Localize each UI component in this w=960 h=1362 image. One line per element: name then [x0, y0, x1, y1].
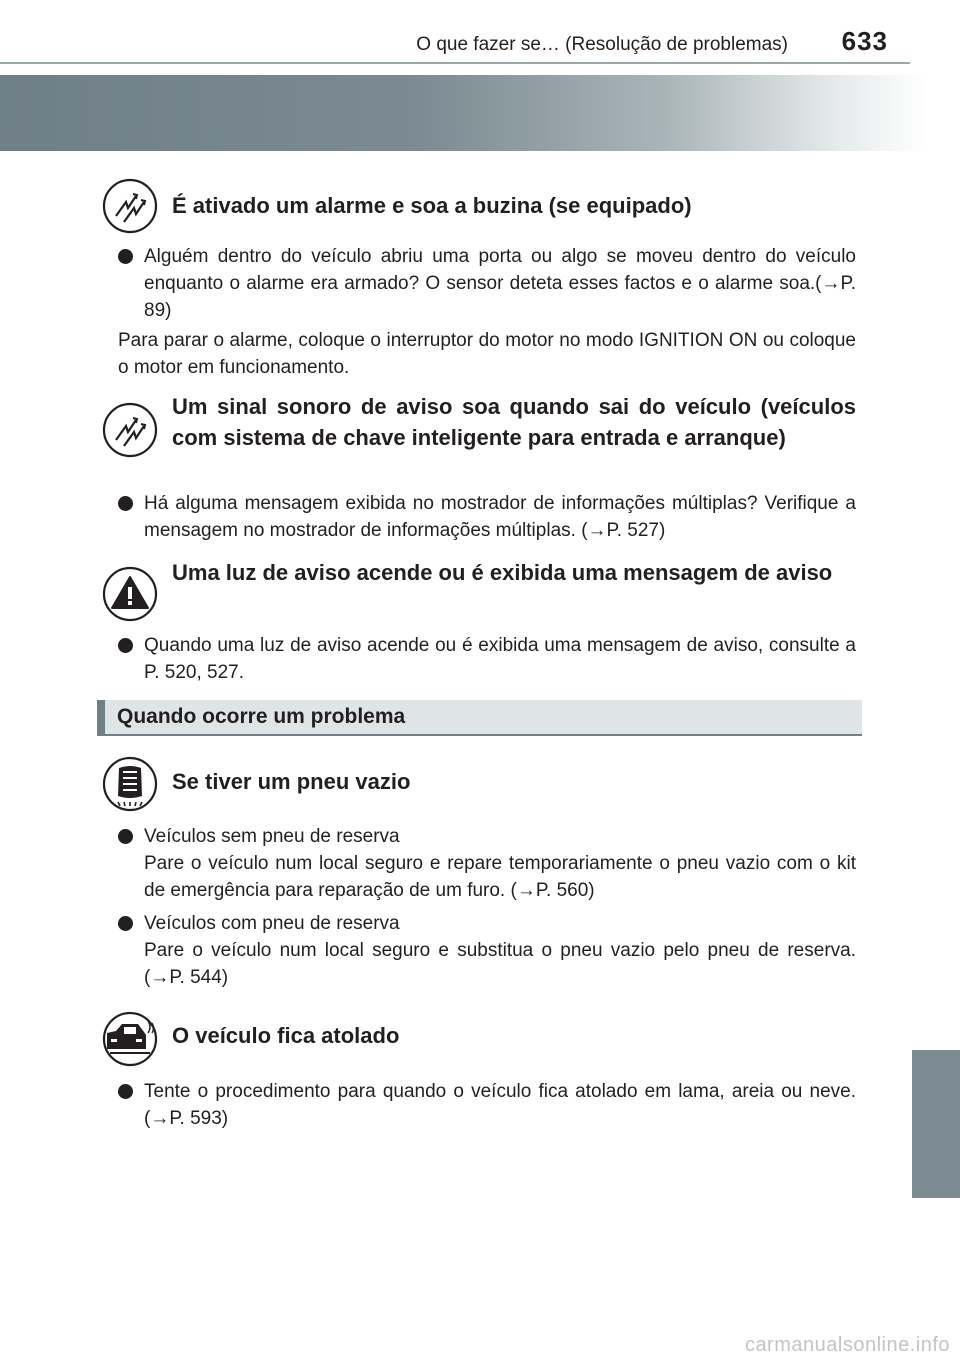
- stuck-car-icon: [102, 1011, 158, 1067]
- watermark: carmanualsonline.info: [744, 1334, 950, 1356]
- list-item-text: Quando uma luz de aviso acende ou é exibida uma mensagem de aviso, consulte a P. 520, 527.: [144, 635, 856, 683]
- alarm-warning-icon: [102, 402, 158, 458]
- chapter-side-tab: [912, 1050, 960, 1198]
- section-note: Para parar o alarme, coloque o interruptor do motor no modo IGNITION ON ou coloque o motor em funcionamento.: [118, 330, 856, 378]
- flat-tire-icon: [102, 756, 158, 812]
- section-heading-warning-light: Uma luz de aviso acende ou é exibida uma mensagem de aviso: [172, 560, 833, 585]
- alarm-warning-icon: [102, 178, 158, 234]
- section-bar-title: Quando ocorre um problema: [117, 705, 406, 728]
- list-item: [118, 910, 856, 991]
- bullet-dot: [118, 829, 133, 844]
- bullet-dot: [118, 1084, 133, 1099]
- section-heading-key-warning: Um sinal sonoro de aviso soa quando sai do veículo (veículos com sistema de chave inteligente para entrada e arranque): [172, 394, 856, 450]
- exclamation-triangle-icon: [102, 566, 158, 622]
- bullet-dot: [118, 496, 133, 511]
- bullet-dot: [118, 638, 133, 653]
- list-item: [118, 490, 856, 544]
- bullet-dot: [118, 916, 133, 931]
- page-number: 633: [841, 26, 888, 56]
- list-item: [118, 243, 856, 324]
- list-item-title: Veículos com pneu de reserva: [144, 913, 400, 934]
- section-heading-alarm: É ativado um alarme e soa a buzina (se equipado): [172, 193, 692, 218]
- bullet-dot: [118, 249, 133, 264]
- problem-heading-flat-tire: Se tiver um pneu vazio: [172, 769, 411, 794]
- section-bar: [97, 700, 862, 736]
- list-item-text: Pare o veículo num local seguro e substitua o pneu vazio pelo pneu de reserva. (→P. 544): [144, 940, 856, 988]
- list-item-text: Pare o veículo num local seguro e repare temporariamente o pneu vazio com o kit de emergência para reparação de um furo. (→P. 560): [144, 853, 856, 901]
- list-item-text: Alguém dentro do veículo abriu uma porta ou algo se moveu dentro do veículo enquanto o alarme era armado? O sensor deteta esses factos e o alarme soa.(→P. 89): [144, 246, 856, 321]
- list-item-text: Há alguma mensagem exibida no mostrador de informações múltiplas? Verifique a mensagem no mostrador de informações múltiplas. (→P. 527): [144, 493, 856, 541]
- list-item-text: Tente o procedimento para quando o veículo fica atolado em lama, areia ou neve. (→P. 593): [144, 1081, 856, 1129]
- list-item-title: Veículos sem pneu de reserva: [144, 826, 400, 847]
- running-header-title: O que fazer se… (Resolução de problemas): [416, 34, 788, 55]
- list-item: [118, 632, 856, 686]
- chapter-banner: [0, 75, 928, 151]
- list-item: [118, 1078, 856, 1132]
- list-item: [118, 823, 856, 904]
- problem-heading-stuck-vehicle: O veículo fica atolado: [172, 1023, 400, 1048]
